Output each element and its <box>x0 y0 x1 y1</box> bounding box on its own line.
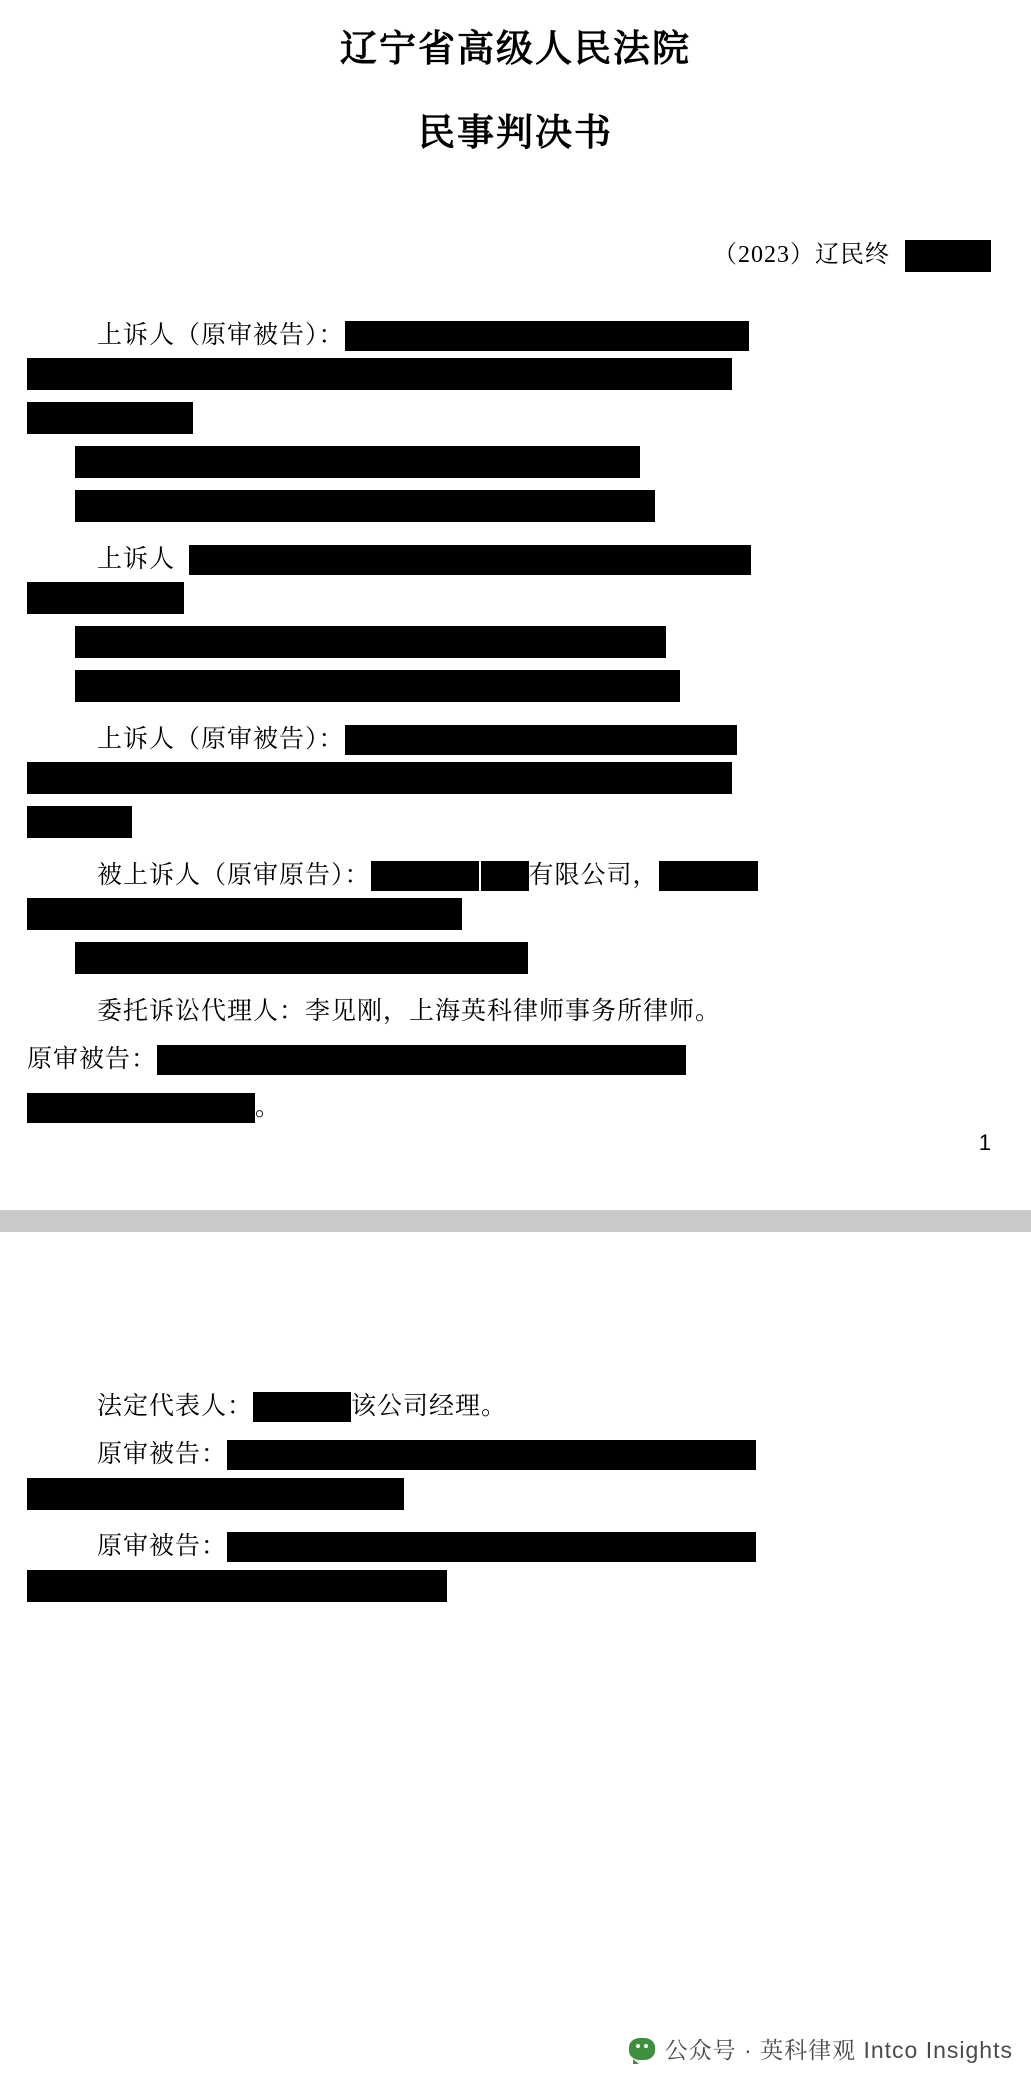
original-defendant-1-label: 原审被告： <box>27 1045 158 1073</box>
agent-line <box>0 986 1031 1034</box>
redacted-bar <box>27 762 732 794</box>
document-page-2 <box>0 1232 1031 2075</box>
redacted-bar-defendant-2 <box>0 1478 1031 1522</box>
legal-representative-label: 法定代表人： <box>97 1393 254 1421</box>
redacted-bar <box>75 942 528 974</box>
original-defendant-3-label: 原审被告： <box>97 1533 228 1561</box>
redacted-original-defendant-3-name <box>227 1532 756 1562</box>
page-separator <box>0 1210 1031 1232</box>
appellant-1-label: 上诉人（原审被告）： <box>97 321 345 349</box>
appellant-2-label: 上诉人 <box>97 545 176 573</box>
wechat-icon <box>629 2038 655 2060</box>
original-defendant-3-line <box>0 1522 1031 1570</box>
appellee-label: 被上诉人（原审原告）： <box>97 861 371 889</box>
redacted-bar-3 <box>0 446 1031 490</box>
appellant-3-label: 上诉人（原审被告）： <box>97 725 345 753</box>
redacted-original-defendant-2-name <box>227 1440 756 1470</box>
appellee-company-suffix: 有限公司， <box>528 861 659 889</box>
watermark-text: 公众号 · 英科律观 Intco Insights <box>664 2037 1013 2063</box>
redacted-case-number <box>905 240 991 272</box>
appellant-2-line <box>0 534 1031 582</box>
redacted-bar-7 <box>0 670 1031 714</box>
watermark <box>629 2032 1013 2065</box>
document-type-title: 民事判决书 <box>418 113 613 154</box>
redacted-bar <box>75 446 640 478</box>
redacted-bar <box>27 898 462 930</box>
redacted-bar-5 <box>0 582 1031 626</box>
redacted-appellant-3-name <box>345 725 737 755</box>
original-defendant-2-line <box>0 1430 1031 1478</box>
redacted-appellee-name-part-1 <box>371 861 479 891</box>
redacted-bar <box>27 1093 255 1123</box>
redacted-appellant-2-name <box>189 545 751 575</box>
agent-value: 李见刚，上海英科律师事务所律师。 <box>305 997 722 1025</box>
redacted-bar <box>27 582 184 614</box>
redacted-bar <box>27 1570 447 1602</box>
redacted-bar <box>27 358 732 390</box>
redacted-bar <box>27 1478 404 1510</box>
redacted-bar-defendant-3 <box>0 1570 1031 1614</box>
redacted-bar-2 <box>0 402 1031 446</box>
redacted-bar-4 <box>0 490 1031 534</box>
redacted-bar <box>75 670 680 702</box>
redacted-bar-appellee-2 <box>0 942 1031 986</box>
redacted-bar-1 <box>0 358 1031 402</box>
parties-block <box>0 310 1031 1130</box>
redacted-original-defendant-1-name <box>157 1045 686 1075</box>
redacted-bar-appellee-1 <box>0 898 1031 942</box>
appellant-3-line <box>0 714 1031 762</box>
case-number <box>0 234 1031 272</box>
redacted-legal-representative-name <box>253 1392 351 1422</box>
original-defendant-1-period: 。 <box>255 1093 282 1121</box>
legal-representative-line <box>0 1382 1031 1430</box>
appellant-1-line <box>0 310 1031 358</box>
original-defendant-1-continued <box>0 1082 1031 1130</box>
redacted-bar <box>27 402 193 434</box>
redacted-appellee-extra <box>659 861 758 891</box>
redacted-bar-9 <box>0 806 1031 850</box>
page-number: 1 <box>978 1130 991 1155</box>
original-defendant-1-line <box>0 1034 1031 1082</box>
redacted-bar-8 <box>0 762 1031 806</box>
redacted-bar-6 <box>0 626 1031 670</box>
redacted-bar <box>75 490 655 522</box>
redacted-bar <box>75 626 666 658</box>
redacted-appellant-1-name <box>345 321 749 351</box>
original-defendant-2-label: 原审被告： <box>97 1441 228 1469</box>
redacted-bar <box>27 806 132 838</box>
legal-representative-value: 该公司经理。 <box>351 1393 508 1421</box>
redacted-appellee-name-part-2 <box>481 861 529 891</box>
case-number-text: （2023）辽民终 <box>713 242 890 268</box>
appellee-line <box>0 850 1031 898</box>
agent-label: 委托诉讼代理人： <box>97 997 306 1025</box>
court-title: 辽宁省高级人民法院 <box>340 29 691 70</box>
